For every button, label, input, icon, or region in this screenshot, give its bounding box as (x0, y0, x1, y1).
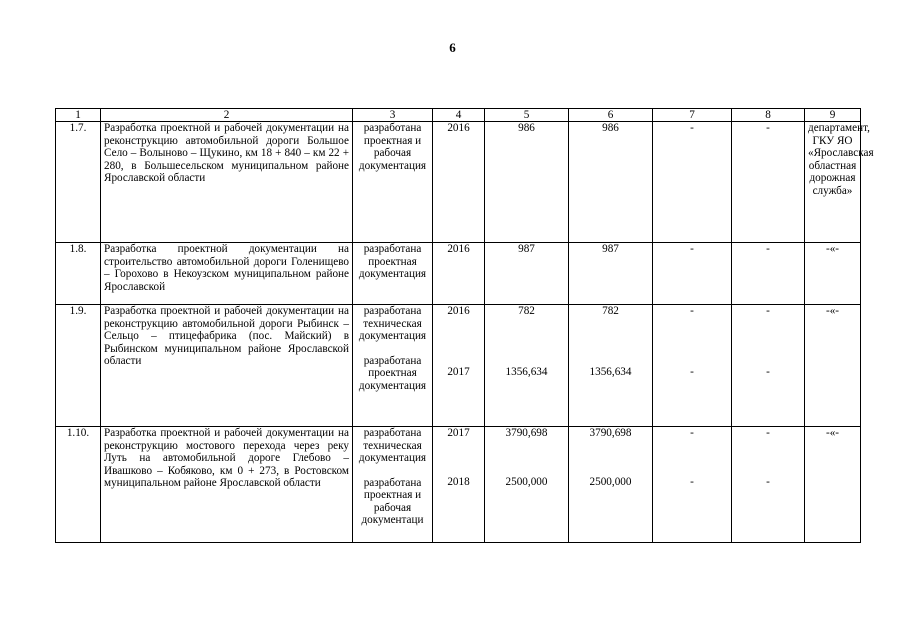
row-value-5: 2500,000 (505, 475, 548, 488)
row-value-8: - (732, 122, 805, 243)
row-value-8: - (766, 365, 770, 378)
row-year: 2016 (447, 305, 470, 317)
row-status: разработана техническая документация (358, 427, 427, 464)
row-year: 2016 (433, 122, 485, 243)
row-value-6: 2500,000 (589, 475, 632, 488)
column-header: 3 (353, 109, 433, 122)
row-responsible: -«- (805, 305, 861, 427)
row-value-5: 3790,698 (505, 427, 548, 439)
row-value-7: - (690, 427, 694, 439)
row-value-7: - (690, 365, 694, 378)
row-value-7: - (690, 305, 694, 317)
page-number: 6 (449, 40, 456, 55)
row-responsible: департамент, ГКУ ЯО «Ярославская областная дорожная служба» (805, 122, 861, 243)
row-value-7: - (653, 122, 732, 243)
row-number: 1.7. (56, 122, 101, 243)
column-header: 6 (569, 109, 653, 122)
row-description: Разработка проектной и рабочей документации на реконструкцию автомобильной дороги Рыбинск – Сельцо – птицефабрика (пос. Майский) в Рыбинском муниципальном районе Ярославской области (101, 305, 353, 427)
row-description: Разработка проектной и рабочей документации на реконструкцию мостового перехода через реку Луть на автомобильной дороге Глебово – Ивашково – Кобяково, км 0 + 273, в Ростовском муниципальном районе Ярославской области (101, 427, 353, 543)
row-value-6: 3790,698 (589, 427, 632, 439)
row-value-5: 986 (485, 122, 569, 243)
row-year: 2016 (433, 243, 485, 305)
row-year: 2017 (447, 427, 470, 439)
row-responsible: -«- (805, 427, 861, 543)
column-header: 9 (805, 109, 861, 122)
row-value-6: 987 (569, 243, 653, 305)
column-header: 2 (101, 109, 353, 122)
row-value-5: 1356,634 (505, 365, 548, 378)
row-status: разработана проектная документация (353, 243, 433, 305)
row-value-8: - (766, 427, 770, 439)
column-header: 4 (433, 109, 485, 122)
row-responsible: -«- (805, 243, 861, 305)
row-value-8: - (766, 475, 770, 488)
column-header: 7 (653, 109, 732, 122)
row-number: 1.9. (56, 305, 101, 427)
row-status: разработана проектная документация (358, 354, 427, 392)
row-value-6: 986 (569, 122, 653, 243)
row-value-5: 782 (518, 305, 535, 317)
column-header: 8 (732, 109, 805, 122)
table-row (56, 243, 861, 305)
row-status: разработана проектная и рабочая документация (353, 122, 433, 243)
column-header: 5 (485, 109, 569, 122)
row-description: Разработка проектной и рабочей документации на реконструкцию автомобильной дороги Большое Село – Волыново – Щукино, км 18 + 840 – км 22 + 280, в Большесельском муниципальном районе Ярославской области (101, 122, 353, 243)
budget-table (55, 108, 874, 543)
table-row (56, 305, 861, 427)
row-description: Разработка проектной документации на строительство автомобильной дороги Голенищево – Горохово в Некоузском муниципальном районе Ярославской (101, 243, 353, 305)
row-value-5: 987 (485, 243, 569, 305)
row-value-7: - (690, 475, 694, 488)
row-value-7: - (653, 243, 732, 305)
row-year: 2018 (447, 475, 470, 488)
row-value-8: - (732, 243, 805, 305)
row-value-6: 1356,634 (589, 365, 632, 378)
row-status: разработана техническая документация (358, 305, 427, 342)
row-value-8: - (766, 305, 770, 317)
row-number: 1.8. (56, 243, 101, 305)
row-status: разработана проектная и рабочая документаци (361, 476, 424, 526)
table-row (56, 122, 861, 243)
header-row (56, 109, 861, 122)
row-number: 1.10. (56, 427, 101, 543)
row-value-6: 782 (602, 305, 619, 317)
table-row (56, 427, 861, 543)
column-header: 1 (56, 109, 101, 122)
row-year: 2017 (447, 365, 470, 378)
